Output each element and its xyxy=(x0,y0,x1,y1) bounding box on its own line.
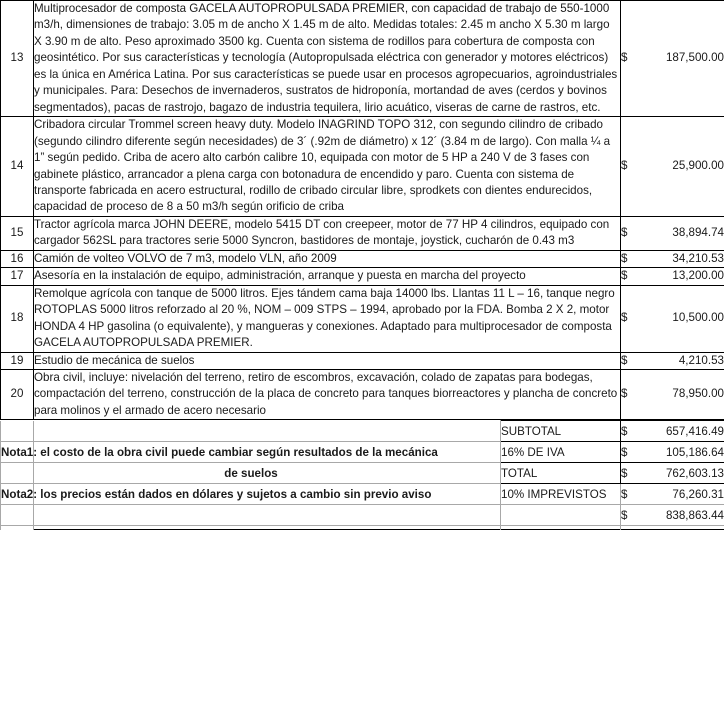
row-currency: $ xyxy=(621,268,643,285)
row-amount: 4,210.53 xyxy=(643,352,724,369)
total-amount: 657,416.49 xyxy=(643,421,724,442)
totals-row-imprevistos[interactable] xyxy=(1,484,724,505)
row-amount: 187,500.00 xyxy=(643,1,724,117)
row-description: Estudio de mecánica de suelos xyxy=(34,352,621,369)
total-label: 16% DE IVA xyxy=(501,442,621,463)
row-number: 16 xyxy=(1,250,34,267)
row-number: 15 xyxy=(1,216,34,250)
total-label: 10% IMPREVISTOS xyxy=(501,484,621,505)
row-description: Asesoría en la instalación de equipo, administración, arranque y puesta en marcha del proyecto xyxy=(34,268,621,285)
row-currency: $ xyxy=(621,352,643,369)
row-number: 18 xyxy=(1,285,34,352)
note-cell-empty xyxy=(34,505,501,526)
row-amount: 13,200.00 xyxy=(643,268,724,285)
total-label xyxy=(501,505,621,526)
table-row[interactable] xyxy=(1,250,724,267)
total-amount: 762,603.13 xyxy=(643,463,724,484)
row-currency: $ xyxy=(621,250,643,267)
total-currency: $ xyxy=(621,442,643,463)
row-amount: 34,210.53 xyxy=(643,250,724,267)
note1-line1 xyxy=(1,442,501,463)
spacer-cell xyxy=(501,526,621,530)
row-description: Multiprocesador de composta GACELA AUTOPROPULSADA PREMIER, con capacidad de trabajo de 550-1000 m3/h, dimensiones de trabajo: 3.05 m de ancho X 1.45 m de alto. Medidas totales: 2.45 m ancho X 5.30 m largo X 3.90 m de alto. Peso aproximado 3500 kg. Cuenta con sistema de rodillos para cobertura de composta con geosintético. Por sus características y tecnología (Autopropulsada eléctrica con generador y motores eléctricos) es la única en América Latina. Por sus características se puede usar en procesos agropecuarios, agroindustriales y municipales. Para: Desechos de invernaderos, sustratos de hidroponía, mortandad de aves (cerdos y bovinos segmentados), pacas de rastrojo, bagazo de industria tequilera, lirio acuático, viseras de carne de rastros, etc. xyxy=(34,1,621,117)
row-number: 13 xyxy=(1,1,34,117)
note1-line1-text: Nota1: el costo de la obra civil puede cambiar según resultados de la mecánica xyxy=(1,445,438,459)
trailing-row xyxy=(1,526,724,530)
note1-line2 xyxy=(34,463,501,484)
note2-text: Nota2: los precios están dados en dólares y sujetos a cambio sin previo aviso xyxy=(1,487,432,501)
note1-line2-text: de suelos xyxy=(224,466,278,480)
row-currency: $ xyxy=(621,285,643,352)
table-row[interactable] xyxy=(1,352,724,369)
totals-row-subtotal[interactable] xyxy=(1,421,724,442)
note2 xyxy=(1,484,501,505)
row-currency: $ xyxy=(621,369,643,419)
spacer-cell xyxy=(1,421,34,442)
row-amount: 25,900.00 xyxy=(643,117,724,217)
table-row[interactable] xyxy=(1,117,724,217)
row-currency: $ xyxy=(621,216,643,250)
total-currency: $ xyxy=(621,484,643,505)
note-cell-empty xyxy=(34,421,501,442)
row-description: Tractor agrícola marca JOHN DEERE, modelo 5415 DT con creepeer, motor de 77 HP 4 cilindros, equipado con cargador 562SL para tractores serie 5000 Syncron, bastidores de montaje, joystick, cucharón de 0.43 m3 xyxy=(34,216,621,250)
row-amount: 38,894.74 xyxy=(643,216,724,250)
row-currency: $ xyxy=(621,117,643,217)
total-label: TOTAL xyxy=(501,463,621,484)
spacer-cell xyxy=(1,526,34,530)
table-row[interactable] xyxy=(1,369,724,419)
row-number: 19 xyxy=(1,352,34,369)
row-description: Cribadora circular Trommel screen heavy duty. Modelo INAGRIND TOPO 312, con segundo cilindro de cribado (segundo cilindro diferente según necesidades) de 3´ (.92m de diámetro) x 12´ (3.84 m de largo). Con malla ¼ a 1” según pedido. Criba de acero alto carbón calibre 10, equipada con motor de 5 HP a 240 V de 3 fases con gabinete plástico, arrancador a plena carga con botonadura de encendido y paro. Cuenta con sistema de transporte fabricada en acero estructural, rodillo de cribado circular libre, sprodkets con dientes endurecidos, capacidad de proceso de 8 a 50 m3/h según orificio de criba xyxy=(34,117,621,217)
row-description: Obra civil, incluye: nivelación del terreno, retiro de escombros, excavación, colado de zapatas para bodegas, compactación del terreno, construcción de la placa de concreto para tanques biorreactores y plancha de concreto para molinos y el armado de acero necesario xyxy=(34,369,621,419)
table-row[interactable] xyxy=(1,268,724,285)
total-label: SUBTOTAL xyxy=(501,421,621,442)
table-row[interactable] xyxy=(1,1,724,117)
totals-and-notes-table xyxy=(0,420,724,530)
total-currency: $ xyxy=(621,463,643,484)
row-description: Remolque agrícola con tanque de 5000 litros. Ejes tándem cama baja 14000 lbs. Llantas 11 L – 16, tanque negro ROTOPLAS 5000 litros reforzado al 20 %, NOM – 009 STPS – 1994, aprobado por la FDA. Bomba 2 X 2, motor HONDA 4 HP gasolina (o equivalente), y mangueras y conexiones. Adaptado para multiprocesador de composta GACELA AUTOPROPULSADA PREMIER. xyxy=(34,285,621,352)
spacer-cell xyxy=(1,505,34,526)
row-amount: 78,950.00 xyxy=(643,369,724,419)
row-number: 14 xyxy=(1,117,34,217)
totals-row-iva[interactable] xyxy=(1,442,724,463)
row-number: 20 xyxy=(1,369,34,419)
table-row[interactable] xyxy=(1,216,724,250)
table-row[interactable] xyxy=(1,285,724,352)
totals-row-grand[interactable] xyxy=(1,505,724,526)
total-amount: 105,186.64 xyxy=(643,442,724,463)
grand-total-amount: 838,863.44 xyxy=(643,505,724,526)
totals-row-total[interactable] xyxy=(1,463,724,484)
row-amount: 10,500.00 xyxy=(643,285,724,352)
row-number: 17 xyxy=(1,268,34,285)
spacer-cell xyxy=(621,526,643,530)
grand-total-currency: $ xyxy=(621,505,643,526)
spacer-cell xyxy=(643,526,724,530)
row-description: Camión de volteo VOLVO de 7 m3, modelo VLN, año 2009 xyxy=(34,250,621,267)
spacer-cell xyxy=(34,526,501,530)
row-currency: $ xyxy=(621,1,643,117)
total-currency: $ xyxy=(621,421,643,442)
total-amount: 76,260.31 xyxy=(643,484,724,505)
